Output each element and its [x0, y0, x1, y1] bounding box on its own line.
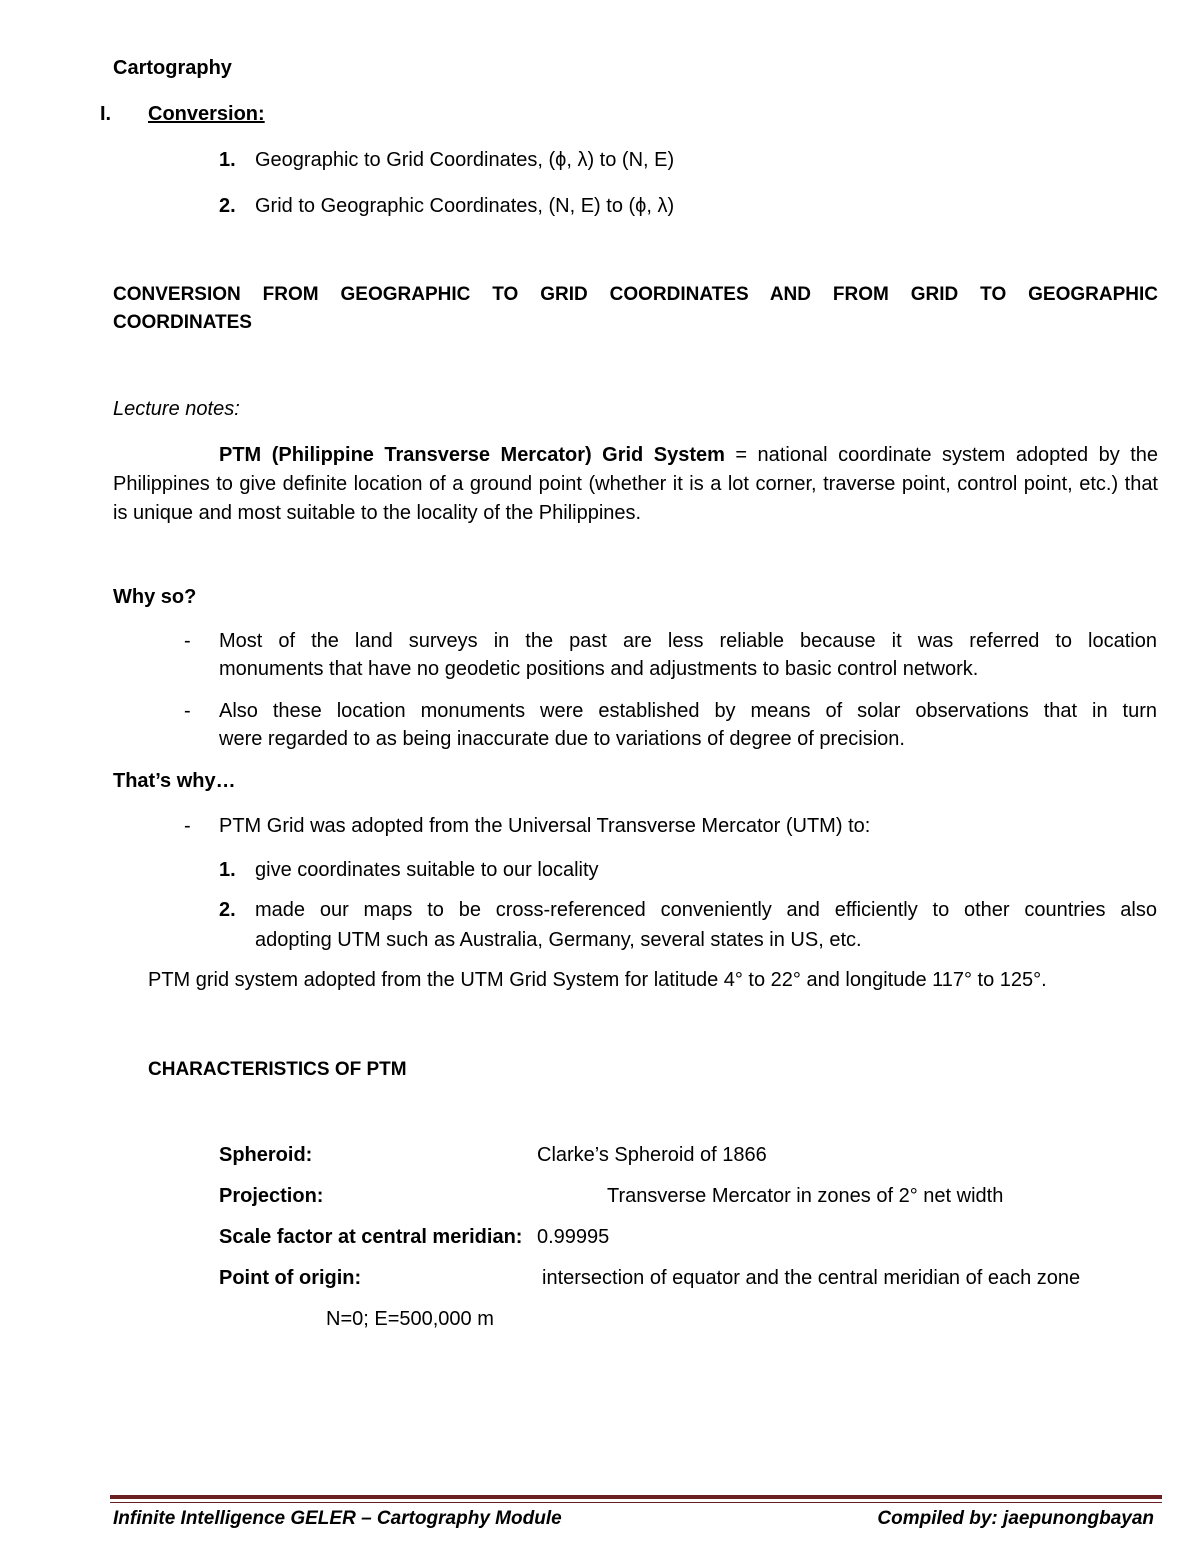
point-of-origin-value: intersection of equator and the central meridian of each zone	[542, 1267, 1081, 1289]
scale-factor-value: 0.99995	[537, 1226, 610, 1248]
list-item: made our maps to be cross-referenced conveniently and efficiently to other countries also	[255, 899, 1157, 921]
list-item: adopting UTM such as Australia, Germany, several states in US, etc.	[255, 929, 862, 951]
ptm-definition: = national coordinate system adopted by the Philippines to give definite location of a ground point (whether it is a lot corner, traverse point, control point, etc.) that is unique and most suitable to the locality of the Philippines.	[113, 444, 1159, 524]
footer-left: Infinite Intelligence GELER – Cartography Module	[113, 1508, 562, 1529]
list-item-number: 1.	[219, 149, 236, 171]
projection-value: Transverse Mercator in zones of 2° net width	[607, 1185, 1004, 1207]
ptm-term: PTM (Philippine Transverse Mercator) Grid System	[219, 444, 725, 466]
list-item-number: 2.	[219, 899, 236, 921]
bullet-line: Also these location monuments were established by means of solar observations that in turn	[219, 700, 1157, 722]
characteristics-heading: CHARACTERISTICS OF PTM	[148, 1059, 407, 1080]
bullet-line: PTM Grid was adopted from the Universal Transverse Mercator (UTM) to:	[219, 815, 871, 837]
projection-label: Projection:	[219, 1185, 324, 1207]
point-of-origin-label: Point of origin:	[219, 1267, 362, 1289]
footer-rule	[110, 1495, 1162, 1499]
why-so-heading: Why so?	[113, 586, 197, 608]
main-heading-line1: CONVERSION FROM GEOGRAPHIC TO GRID COORDINATES AND FROM GRID TO GEOGRAPHIC	[113, 284, 1158, 305]
bullet-dash: -	[184, 630, 191, 652]
list-item-number: 1.	[219, 859, 236, 881]
list-item-number: 2.	[219, 195, 236, 217]
spheroid-label: Spheroid:	[219, 1144, 313, 1166]
list-item: give coordinates suitable to our locality	[255, 859, 599, 881]
footer-rule-thin	[110, 1502, 1162, 1503]
section-numeral: I.	[100, 103, 112, 125]
bullet-dash: -	[184, 815, 191, 837]
bullet-dash: -	[184, 700, 191, 722]
bullet-line: monuments that have no geodetic positions and adjustments to basic control network.	[219, 658, 979, 680]
thats-why-heading: That’s why…	[113, 770, 236, 792]
lecture-notes-label: Lecture notes:	[113, 398, 240, 420]
section-heading: Conversion:	[148, 103, 265, 125]
list-item: Grid to Geographic Coordinates, (N, E) to (ϕ, λ)	[255, 195, 675, 217]
bullet-line: Most of the land surveys in the past are less reliable because it was referred to location	[219, 630, 1157, 652]
spheroid-value: Clarke’s Spheroid of 1866	[537, 1144, 767, 1166]
list-item: Geographic to Grid Coordinates, (ϕ, λ) to (N, E)	[255, 149, 675, 171]
bullet-line: were regarded to as being inaccurate due to variations of degree of precision.	[219, 728, 905, 750]
scale-factor-label: Scale factor at central meridian:	[219, 1226, 523, 1248]
main-heading-line2: COORDINATES	[113, 312, 252, 333]
origin-coordinates: N=0; E=500,000 m	[326, 1308, 494, 1330]
ptm-definition-paragraph	[113, 441, 1158, 528]
footer-right: Compiled by: jaepunongbayan	[877, 1508, 1154, 1529]
ptm-range-text: PTM grid system adopted from the UTM Grid System for latitude 4° to 22° and longitude 117° to 125°.	[148, 969, 1047, 991]
document-title: Cartography	[113, 57, 232, 79]
